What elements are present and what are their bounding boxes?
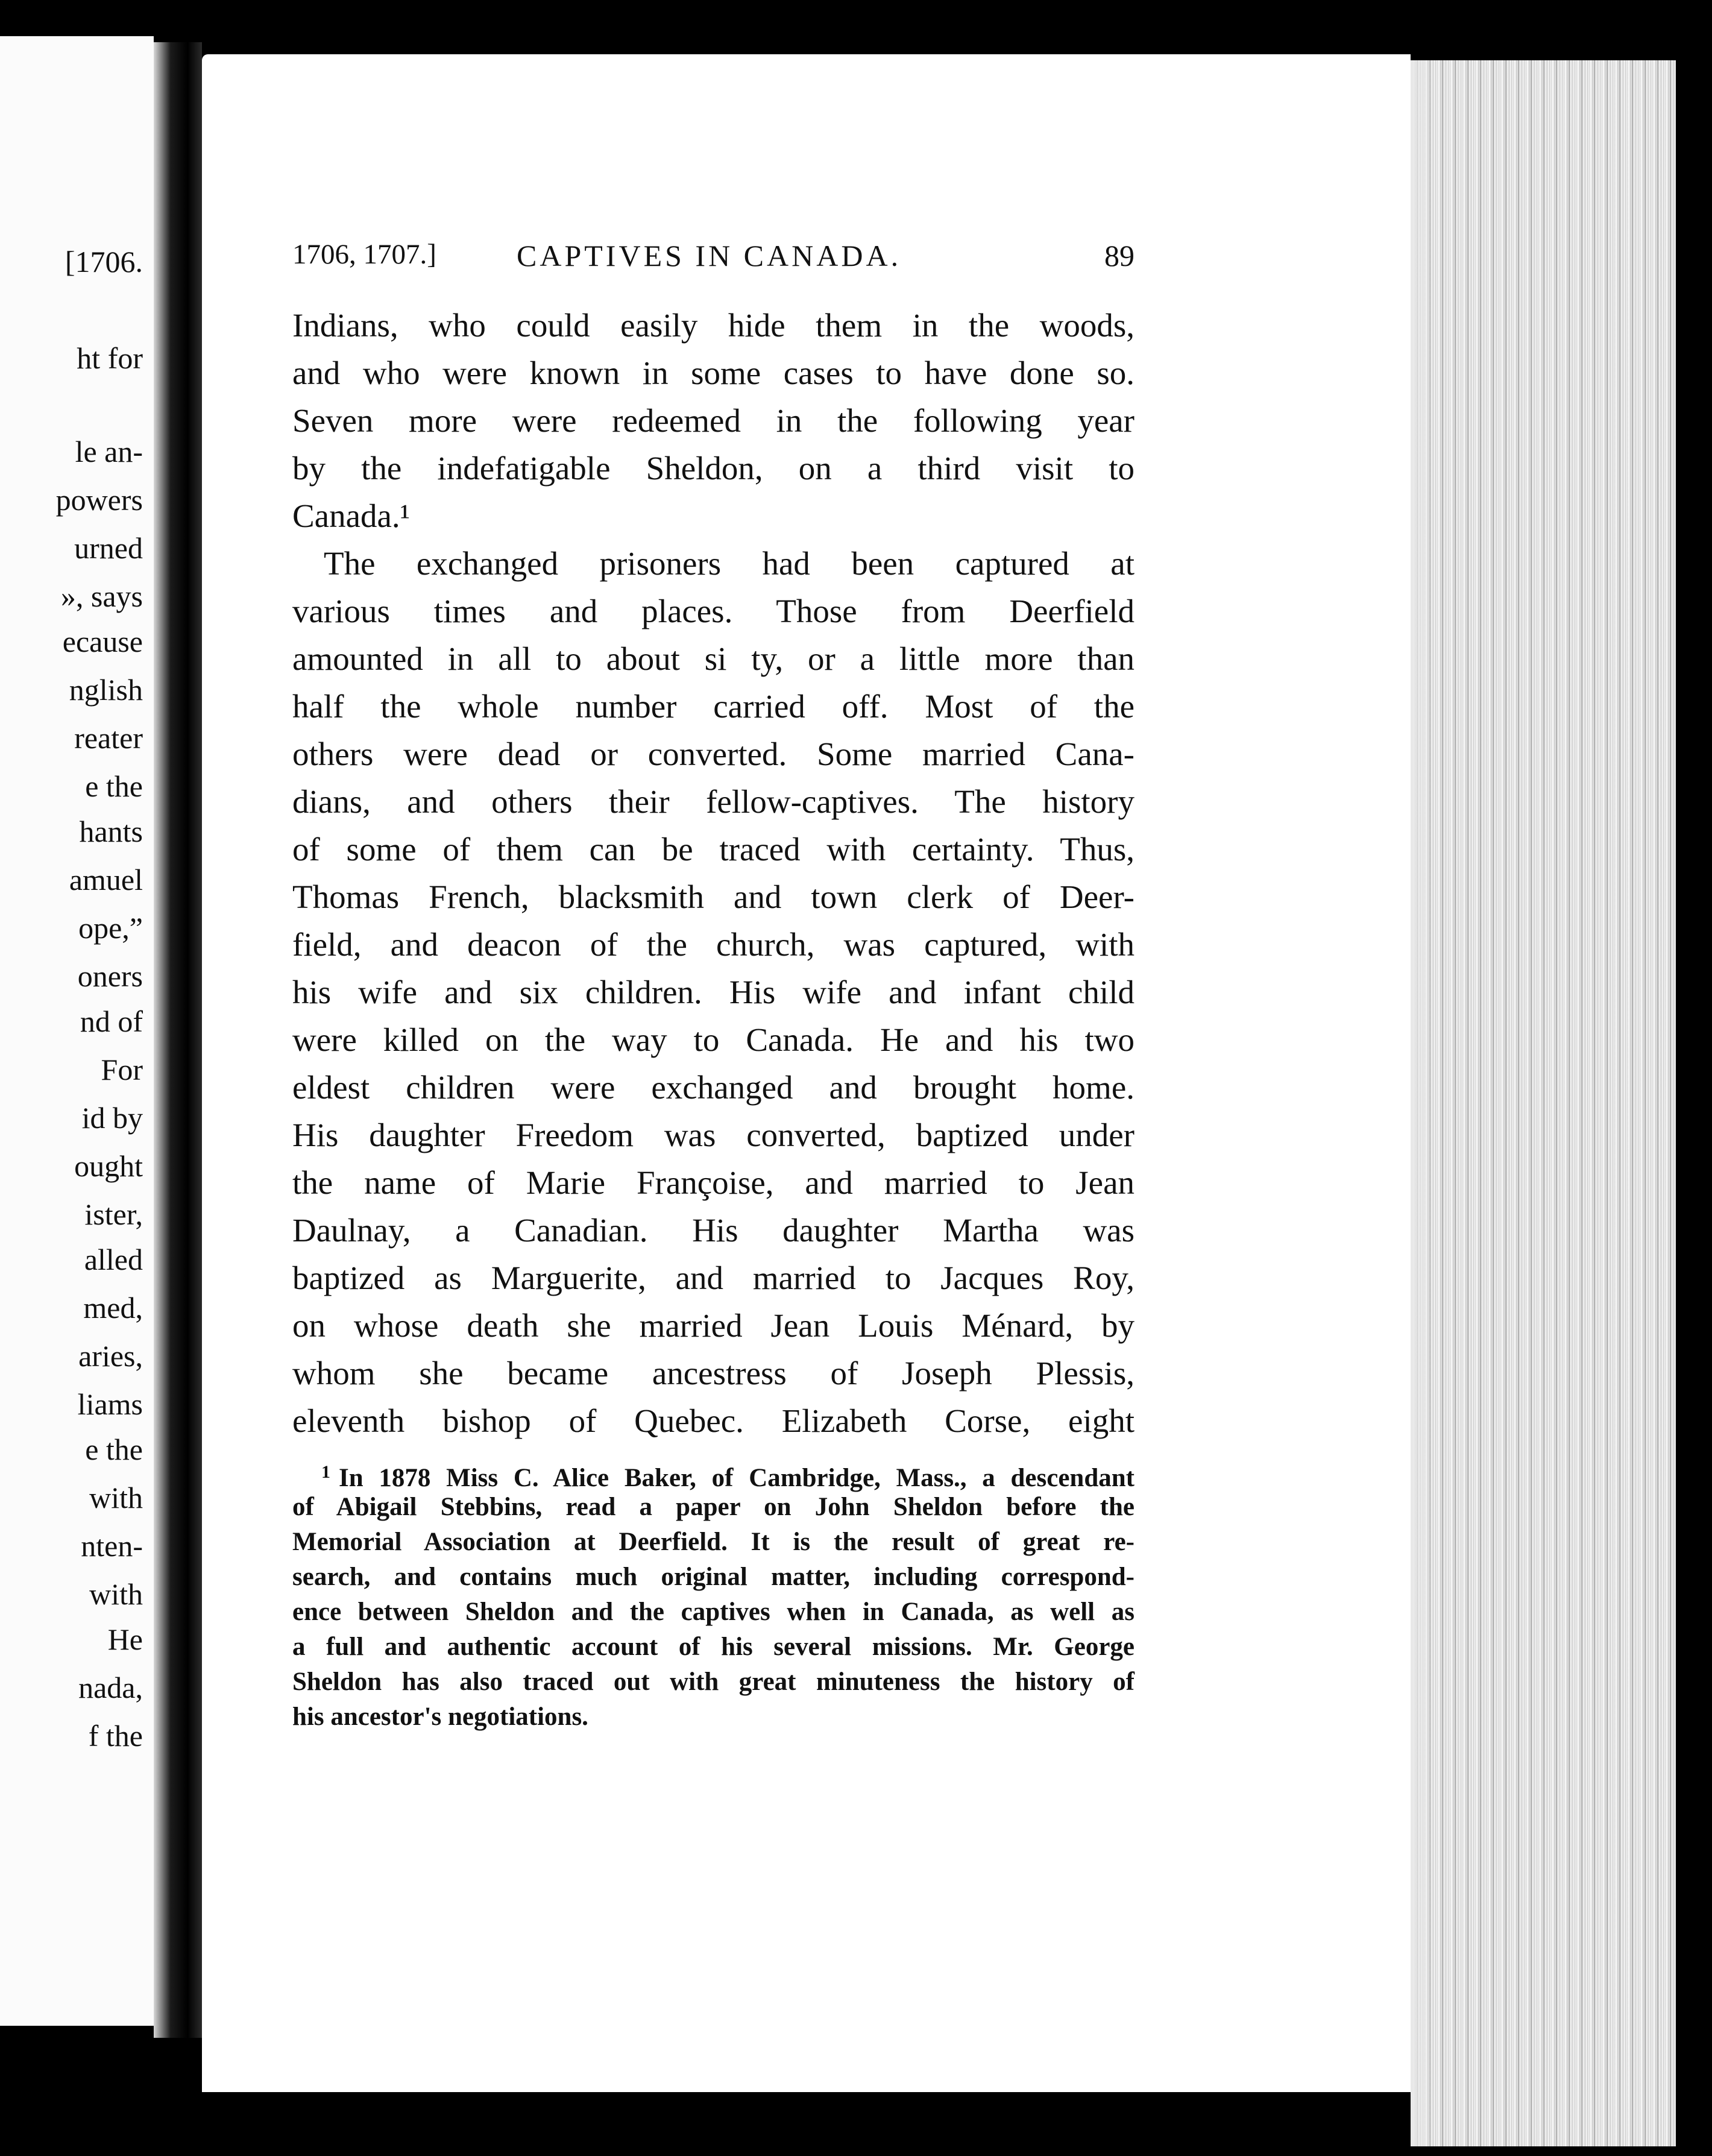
body-line: Canada.¹	[292, 497, 411, 534]
body-line: baptized as Marguerite, and married to Jacques Roy,	[292, 1259, 1135, 1296]
footnote-line: ence between Sheldon and the captives when in Canada, as well as	[292, 1598, 1135, 1626]
footnote-line: Memorial Association at Deerfield. It is the result of great re-	[292, 1528, 1135, 1556]
previous-page-line: reater	[74, 721, 143, 755]
previous-page-line: f the	[88, 1719, 143, 1753]
body-line: of some of them can be traced with certainty. Thus,	[292, 831, 1135, 868]
page-edges	[1411, 60, 1676, 2146]
footnote-line: his ancestor's negotiations.	[292, 1703, 588, 1731]
previous-page-line: nada,	[78, 1671, 143, 1704]
header-dates: 1706, 1707.]	[292, 239, 436, 270]
header-title: CAPTIVES IN CANADA.	[517, 239, 902, 273]
body-line: half the whole number carried off. Most of the	[292, 688, 1135, 725]
previous-page-line: ister,	[84, 1197, 143, 1231]
previous-page-line: alled	[84, 1243, 143, 1276]
previous-page-line: hants	[79, 815, 143, 848]
previous-page-line: ht for	[77, 341, 143, 375]
body-line: Seven more were redeemed in the following year	[292, 402, 1135, 439]
previous-page-line: urned	[74, 531, 143, 565]
body-line: Daulnay, a Canadian. His daughter Martha was	[292, 1212, 1135, 1249]
previous-page-line: med,	[83, 1291, 143, 1325]
previous-page-line: nten-	[81, 1529, 143, 1563]
previous-page	[0, 36, 154, 2026]
running-header	[292, 238, 1135, 286]
previous-page-line: aries,	[78, 1339, 143, 1373]
body-line: His daughter Freedom was converted, baptized under	[292, 1117, 1135, 1153]
page-number: 89	[1104, 239, 1135, 273]
footnote-line: search, and contains much original matter, including correspond-	[292, 1563, 1135, 1591]
page-edge-shadow	[1411, 60, 1435, 2146]
previous-page-line: ecause	[62, 625, 143, 658]
footnote	[292, 1455, 1135, 1735]
body-line: were killed on the way to Canada. He and his two	[292, 1021, 1135, 1058]
previous-page-line: with	[89, 1481, 143, 1515]
previous-page-line: with	[89, 1577, 143, 1611]
previous-page-line: le an-	[75, 435, 143, 468]
previous-page-line: e the	[85, 1433, 143, 1466]
previous-page-line: For	[101, 1053, 143, 1086]
previous-page-line: powers	[55, 483, 143, 517]
scan-border-top	[0, 0, 1712, 45]
body-line: dians, and others their fellow-captives. The history	[292, 783, 1135, 820]
body-line: field, and deacon of the church, was captured, with	[292, 926, 1135, 963]
body-line: Thomas French, blacksmith and town clerk of Deer-	[292, 878, 1135, 915]
body-line: Indians, who could easily hide them in the woods,	[292, 307, 1135, 344]
previous-page-line: ope,”	[78, 911, 143, 945]
previous-page-line: », says	[60, 579, 143, 613]
body-line: others were dead or converted. Some married Cana-	[292, 736, 1135, 772]
footnote-line: of Abigail Stebbins, read a paper on John Sheldon before the	[292, 1493, 1135, 1521]
body-line: and who were known in some cases to have done so.	[292, 355, 1135, 391]
scan-border-right	[1676, 0, 1712, 2156]
scan-border-bottom	[0, 2092, 1411, 2156]
previous-page-line: nglish	[69, 673, 143, 707]
body-text	[292, 301, 1135, 1445]
footnote-line: a full and authentic account of his several missions. Mr. George	[292, 1633, 1135, 1661]
previous-page-line: ought	[74, 1149, 143, 1183]
footnote-line	[292, 1455, 1135, 1490]
footnote-marker: 1	[321, 1462, 330, 1482]
previous-page-line: oners	[77, 959, 143, 993]
body-line: by the indefatigable Sheldon, on a third visit to	[292, 450, 1135, 487]
body-line: whom she became ancestress of Joseph Plessis,	[292, 1355, 1135, 1392]
footnote-line: Sheldon has also traced out with great minuteness the history of	[292, 1668, 1135, 1696]
body-line: various times and places. Those from Deerfield	[292, 593, 1135, 629]
footnote-text: In 1878 Miss C. Alice Baker, of Cambridge, Mass., a descendant	[339, 1464, 1135, 1492]
previous-page-text	[0, 36, 154, 2026]
book-gutter	[154, 42, 202, 2038]
previous-page-line: id by	[81, 1101, 143, 1135]
previous-page-line: He	[107, 1622, 143, 1656]
body-line: The exchanged prisoners had been captured at	[324, 545, 1135, 582]
previous-page-line: amuel	[69, 863, 143, 897]
body-line: the name of Marie Françoise, and married to Jean	[292, 1164, 1135, 1201]
body-line: his wife and six children. His wife and infant child	[292, 974, 1135, 1010]
body-line: amounted in all to about si ty, or a little more than	[292, 640, 1135, 677]
body-line: on whose death she married Jean Louis Ménard, by	[292, 1307, 1135, 1344]
previous-page-line: nd of	[80, 1004, 143, 1038]
body-line: eldest children were exchanged and brought home.	[292, 1069, 1135, 1106]
previous-page-line: liams	[77, 1387, 143, 1421]
previous-page-line: e the	[85, 769, 143, 803]
body-line: eleventh bishop of Quebec. Elizabeth Corse, eight	[292, 1402, 1135, 1439]
previous-page-line: [1706.	[65, 245, 143, 279]
